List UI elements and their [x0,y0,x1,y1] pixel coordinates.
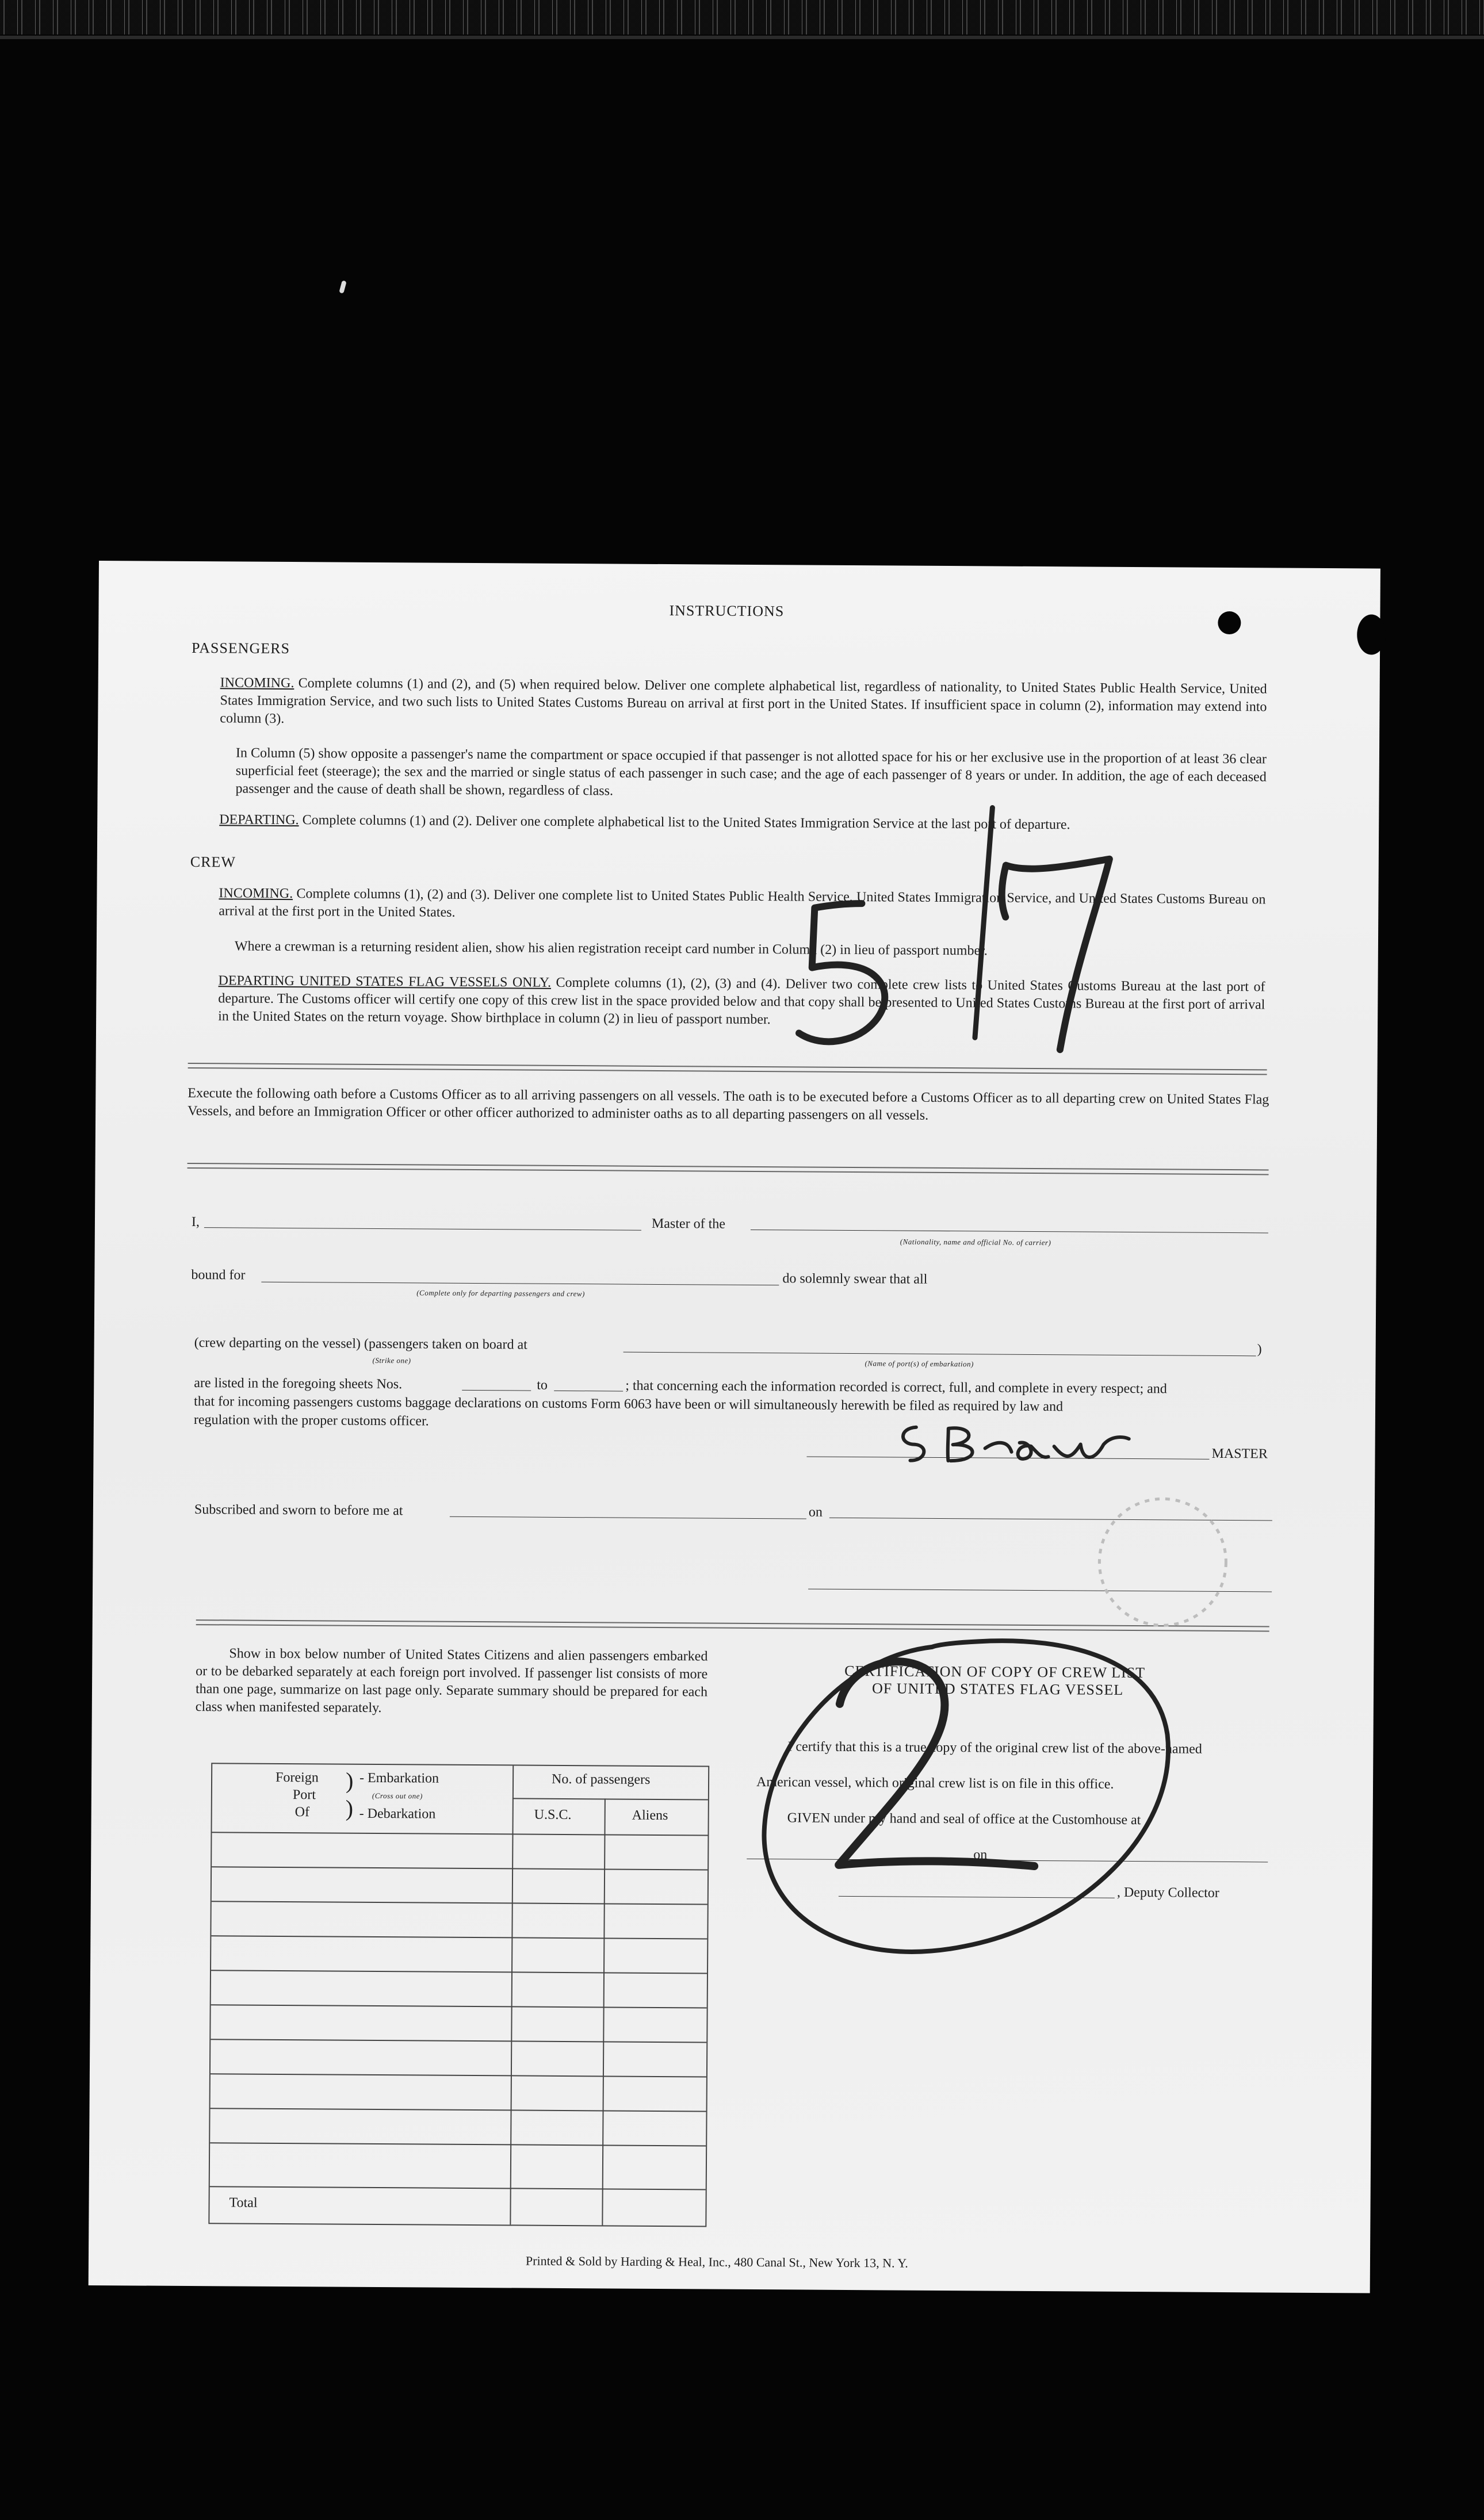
summary-instructions: Show in box below number of United States Citizens and alien passengers embarked or to be debarked separately at each foreign port involved. If passenger list consists of more than one page, summarize on last page only. Separate summary should be prepared for each class when manifested separately. [195,1646,708,1716]
table-aliens: Aliens [632,1807,668,1824]
crew-departing-label-line: (crew departing on the vessel) (passengers taken on board at [194,1335,527,1353]
passengers-departing-label: DEPARTING. [219,812,299,828]
crew-incoming-label: INCOMING. [219,886,293,902]
table-brace-bottom: ) [345,1795,354,1821]
certification-title-2: OF UNITED STATES FLAG VESSEL [871,1680,1124,1698]
master-label: MASTER [1211,1446,1268,1462]
table-embarkation: - Embarkation [359,1770,439,1786]
handwritten-circle [763,1640,1169,1954]
listed-to: to [537,1377,548,1393]
nationality-note: (Nationality, name and official No. of carrier) [900,1237,1051,1247]
table-cross-note: (Cross out one) [372,1791,423,1801]
film-edge-shadow [0,36,1484,39]
film-edge [0,0,1484,35]
crew-resident-paragraph: Where a crewman is a returning resident alien, show his alien registration receipt card number in Column (2) in lieu of passport number. [234,939,988,959]
listed-c: that for incoming passengers customs baggage declarations on customs Form 6063 have been or will simultaneously herewith be filed as required by law and [193,1394,1064,1415]
swear-text: do solemnly swear that all [782,1271,928,1287]
oath-intro-paragraph: Execute the following oath before a Customs Officer as to all arriving passengers on all vessels. The oath is to be executed before a Customs Officer as to all departing crew on United States Flag Vessels, and before an Immigration Officer or other officer authorized to administer oaths as to all departing passengers on all vessels. [188,1085,1269,1123]
table-usc: U.S.C. [534,1807,572,1823]
strike-note: (Strike one) [372,1355,411,1365]
close-paren: ) [1257,1342,1262,1357]
port-note: (Name of port(s) of embarkation) [865,1359,974,1369]
crew-departing-label: DEPARTING UNITED STATES FLAG VESSELS ONLY. [218,973,552,990]
handwritten-two [839,1661,1035,1866]
crew-heading: CREW [190,853,236,871]
deputy-collector-label: , Deputy Collector [1116,1885,1219,1901]
handwriting-overlay [89,561,1380,2293]
faint-seal [1099,1499,1226,1626]
listed-d: regulation with the proper customs officer. [193,1412,429,1429]
certification-line-1: I certify that this is a true copy of the original crew list of the above-named [787,1739,1202,1757]
crew-departing-text: Complete columns (1), (2), (3) and (4). Deliver two complete crew lists to United States Customs Bureau at the last port of departure. The Customs officer will certify one copy of this crew list in the space provided below and that copy shall be presented to United States Customs Bureau at the first port of arrival in the United States on the return voyage. Show birthplace in column (2) in lieu of passport number. [218,975,1265,1028]
table-port: Port [292,1787,316,1803]
oath-i-label: I, [191,1215,200,1230]
dust-speck [339,280,346,293]
column5-paragraph: In Column (5) show opposite a passenger's name the compartment or space occupied if that passenger is not allotted space for his or her exclusive use in the proportion of at least 36 clear superficial feet (steerage); the sex and the married or single status of each passenger in such case; and the age of each passenger of 8 years or under. In addition, the age of each deceased passenger and the cause of death shall be shown, regardless of class. [235,745,1267,799]
form-page [89,561,1380,2293]
certification-title-1: CERTIFICATION OF COPY OF CREW LIST [844,1662,1146,1682]
passengers-incoming-text: Complete columns (1) and (2), and (5) when required below. Deliver one complete alphabetical list, regardless of nationality, to United States Public Health Service, United States Immigration Service, and two such lists to United States Customs Bureau on arrival at first port in the United States. If insufficient space in column (2), information may extend into column (3). [220,676,1267,726]
subscribed-on: on [808,1504,823,1520]
table-no-passengers: No. of passengers [551,1771,651,1787]
certification-line-2: American vessel, which original crew list is on file in this office. [756,1775,1114,1792]
table-debarkation: - Debarkation [359,1806,436,1822]
listed-b: ; that concerning each the information recorded is correct, full, and complete in every respect; and [625,1378,1167,1397]
passengers-heading: PASSENGERS [191,639,290,657]
subscribed-label: Subscribed and sworn to before me at [194,1502,403,1519]
instructions-title: INSTRUCTIONS [669,602,785,620]
passengers-incoming-label: INCOMING. [220,675,294,691]
table-of: Of [294,1805,310,1820]
table-foreign: Foreign [276,1770,319,1786]
handwritten-seven [1001,859,1110,1050]
table-brace-top: ) [345,1767,354,1794]
table-total: Total [229,2195,258,2211]
listed-prefix: are listed in the foregoing sheets Nos. [194,1376,403,1392]
bound-for-label: bound for [191,1267,246,1283]
master-signature [903,1427,1129,1462]
handwritten-five [799,903,885,1041]
handwritten-one [975,807,992,1037]
certification-line-3: GIVEN under my hand and seal of office at the Customhouse at [787,1810,1141,1828]
master-of-label: Master of the [651,1216,726,1232]
bound-note: (Complete only for departing passengers and crew) [416,1288,585,1299]
crew-incoming-text: Complete columns (1), (2) and (3). Deliver one complete list to United States Public Health Service, United States Immigration Service, and United States Customs Bureau on arrival at the first port in the United States. [219,886,1266,920]
certification-on: on [973,1847,988,1863]
passengers-departing-text: Complete columns (1) and (2). Deliver one complete alphabetical list to the United States Immigration Service at the last port of departure. [302,813,1070,833]
printer-imprint: Printed & Sold by Harding & Heal, Inc., 480 Canal St., New York 13, N. Y. [525,2253,908,2270]
